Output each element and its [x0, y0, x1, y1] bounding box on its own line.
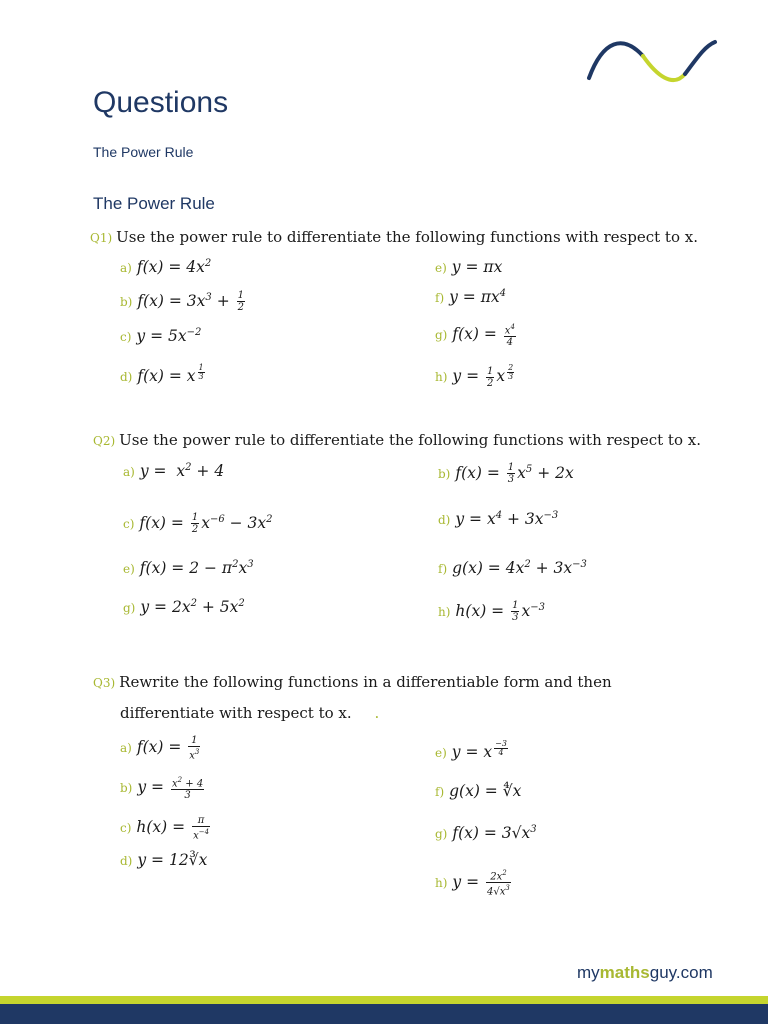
q2-item-b: b) f(x) = $\frac{1}{3}$ $x^5 + 2x$	[438, 462, 574, 485]
q2-item-h: h) h(x) = $\frac{1}{3}$ $x^{-3}$	[438, 600, 545, 623]
question-text-line2: differentiate with respect to x.	[120, 704, 352, 722]
q2-item-a: a) $y = x^2 + 4$	[123, 462, 225, 481]
q3-item-b: b) y = $\frac{x^2 + 4}{3}$	[120, 776, 204, 802]
q1-item-d: d) f(x) = x $^{\frac{1}{3}}$	[120, 363, 204, 386]
q1-item-c: c) $y = 5x^{-2}$	[120, 327, 202, 346]
footer-navy-bar	[0, 1004, 768, 1024]
question-text: Use the power rule to differentiate the following functions with respect to x.	[119, 431, 701, 449]
q2-item-g: g) $y = 2x^2 + 5x^2$	[123, 598, 245, 617]
question-3-line2: differentiate with respect to x. .	[120, 704, 380, 722]
question-number: Q3)	[93, 676, 116, 690]
q2-item-e: e) $f(x) = 2 - \pi^2x^3$	[123, 559, 254, 578]
q1-item-g: g) f(x) = $\frac{x^4}{4}$	[435, 323, 515, 349]
question-number: Q2)	[93, 434, 116, 448]
question-text: Use the power rule to differentiate the following functions with respect to x.	[116, 228, 698, 246]
footer-lime-bar	[0, 996, 768, 1004]
footer-brand: mymathsguy.com	[577, 963, 713, 982]
q2-item-c: c) f(x) = $\frac{1}{2}$ $x^{-6} - 3x^2$	[123, 512, 273, 535]
page-title: Questions	[93, 86, 229, 119]
q3-item-a: a) f(x) = $\frac{1}{x^3}$	[120, 735, 200, 762]
wave-logo-icon	[585, 36, 720, 86]
q1-item-a: a) $f(x) = 4x^2$	[120, 258, 212, 277]
q1-item-f: f) $y = \pi x^4$	[435, 288, 507, 307]
question-text-line1: Rewrite the following functions in a differentiable form and then	[119, 673, 612, 691]
q3-item-c: c) h(x) = $\frac{\pi}{x^{-4}}$	[120, 815, 210, 842]
q1-a-expr: $f(x) = 4x^2$	[136, 258, 212, 277]
q1-item-e: e) y = πx	[435, 258, 503, 276]
q3-item-e: e) y = x $^{\frac{-3}{4}}$	[435, 739, 507, 762]
question-number: Q1)	[90, 231, 113, 245]
question-3	[93, 673, 612, 691]
q1-item-b: b) $f(x) = 3x^3$ + $\frac{1}{2}$	[120, 290, 244, 313]
question-1	[90, 228, 698, 246]
q2-item-d: d) $y = x^4 + 3x^{-3}$	[438, 510, 559, 529]
section-heading: The Power Rule	[93, 194, 215, 213]
page-subtitle: The Power Rule	[93, 144, 194, 160]
q2-item-f: f) $g(x) = 4x^2 + 3x^{-3}$	[438, 559, 587, 578]
q3-item-g: g) $f(x) = 3√x^3$	[435, 824, 537, 843]
q3-item-h: h) y = $\frac{2x^2}{4√x^3}$	[435, 869, 510, 898]
q3-item-f: f) g(x) = ∜x	[435, 782, 522, 800]
q1-item-h: h) y = $\frac{1}{2}$ x $^{\frac{2}{3}}$	[435, 363, 514, 389]
q3-item-d: d) y = 12∛x	[120, 851, 208, 869]
question-2	[93, 431, 701, 449]
